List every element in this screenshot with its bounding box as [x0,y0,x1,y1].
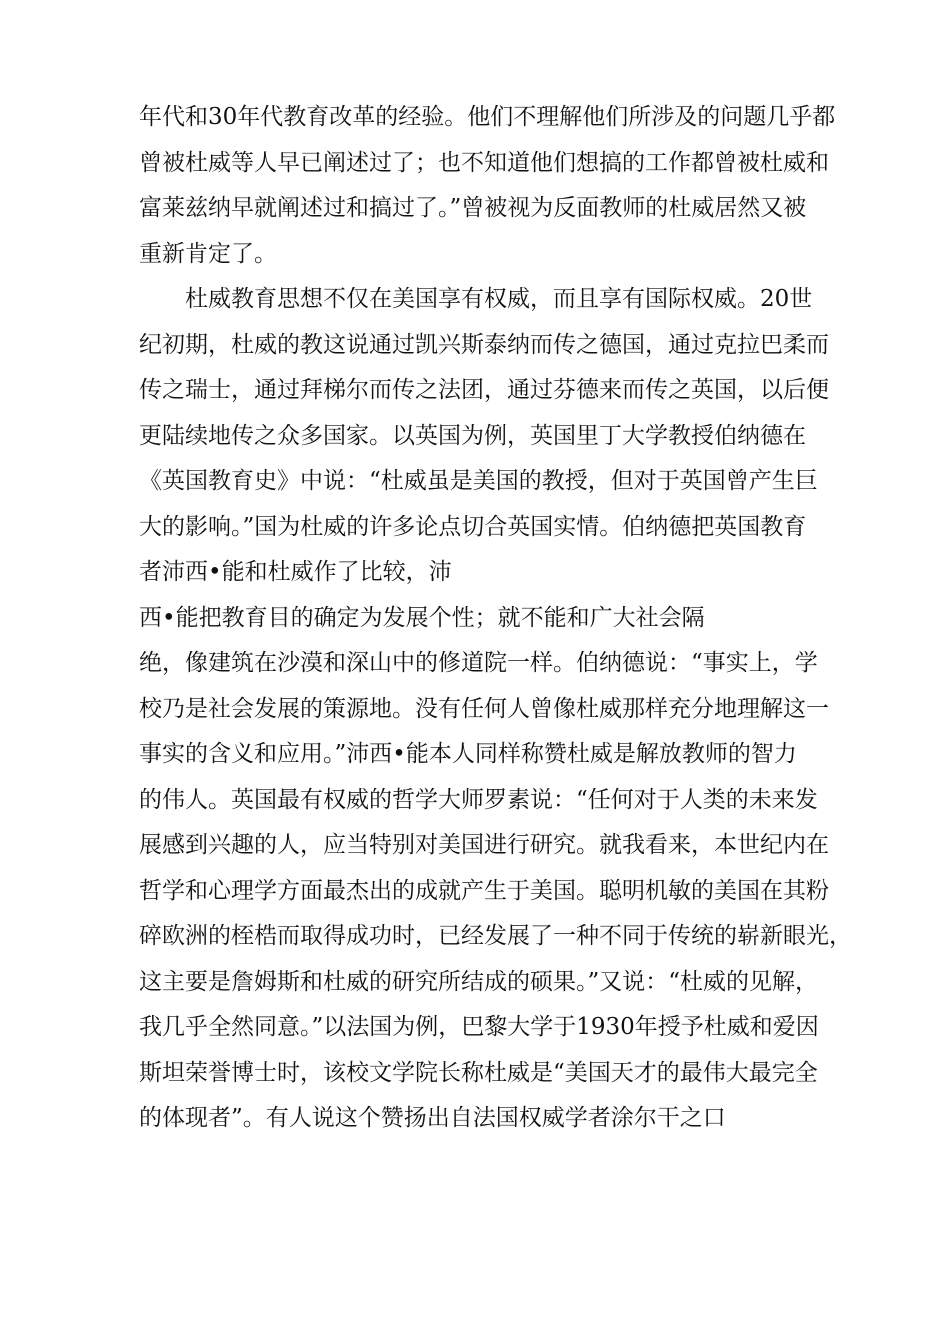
text-line: 富莱兹纳早就阐述过和搞过了。”曾被视为反面教师的杜威居然又被 [139,195,807,221]
text-line: 《英国教育史》中说：“杜威虽是美国的教授，但对于英国曾产生巨 [139,468,818,494]
text-line: 这主要是詹姆斯和杜威的研究所结成的硕果。”又说：“杜威的见解， [139,968,819,995]
text-line: 纪初期，杜威的教这说通过凯兴斯泰纳而传之德国，通过克拉巴柔而 [139,331,829,358]
text-line: 哲学和心理学方面最杰出的成就产生于美国。聪明机敏的美国在其粉 [139,877,829,904]
text-line: 重新肯定了。 [139,240,277,267]
text-line: 西•能把教育目的确定为发展个性；就不能和广大社会隔 [139,604,705,631]
text-line: 斯坦荣誉博士时，该校文学院长称杜威是“美国天才的最伟大最完全 [139,1059,818,1086]
text-line: 我几乎全然同意。”以法国为例，巴黎大学于1930年授予杜威和爱因 [139,1014,819,1040]
text-line: 更陆续地传之众多国家。以英国为例，英国里丁大学教授伯纳德在 [139,422,806,449]
text-line: 的伟人。英国最有权威的哲学大师罗素说：“任何对于人类的未来发 [139,786,818,813]
text-line: 年代和30年代教育改革的经验。他们不理解他们所涉及的问题几乎都 [139,104,836,130]
text-line: 事实的含义和应用。”沛西•能本人同样称赞杜威是解放教师的智力 [139,741,797,767]
text-line: 的体现者”。有人说这个赞扬出自法国权威学者涂尔干之口 [139,1105,726,1131]
body-text [139,95,852,1142]
text-line: 者沛西•能和杜威作了比较，沛 [139,559,452,585]
text-line: 展感到兴趣的人，应当特别对美国进行研究。就我看来，本世纪内在 [139,832,829,858]
text-line: 传之瑞士，通过拜梯尔而传之法团，通过芬德来而传之英国，以后便 [139,377,829,403]
text-line: 大的影响。”国为杜威的许多论点切合英国实情。伯纳德把英国教育 [139,513,807,540]
text-line: 碎欧洲的桎梏而取得成功时，已经发展了一种不同于传统的崭新眼光， [139,923,852,949]
text-line: 曾被杜威等人早已阐述过了；也不知道他们想搞的工作都曾被杜威和 [139,149,829,176]
text-line: 绝，像建筑在沙漠和深山中的修道院一样。伯纳德说：“事实上，学 [139,650,818,676]
text-line: 校乃是社会发展的策源地。没有任何人曾像杜威那样充分地理解这一 [139,695,829,722]
paragraph-first-line: 杜威教育思想不仅在美国享有权威，而且享有国际权威。20世 [185,286,813,312]
